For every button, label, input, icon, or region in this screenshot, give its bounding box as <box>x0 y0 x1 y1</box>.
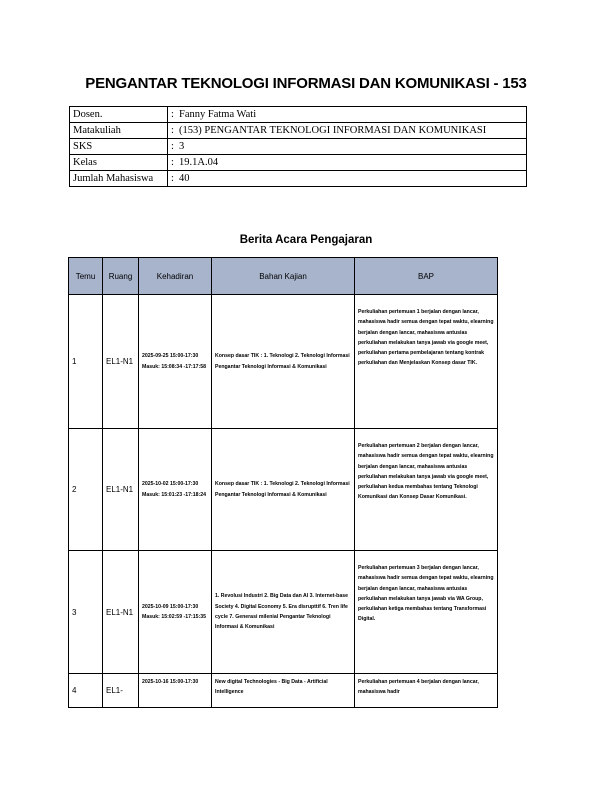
cell-temu: 1 <box>69 295 103 429</box>
cell-bahan-kajian: New digital Technologies - Big Data - Artificial Intelligence <box>212 674 355 708</box>
cell-bap: Perkuliahan pertemuan 1 berjalan dengan lancar, mahasiswa hadir semua dengan tepat waktu, elearning berjalan dengan lancar, mahasiswa antusias perkuliahan melakukan tanya jawab via google meet, perkuliahan pertama pembelajaran tentang kontrak perkuliahan dan Menjelaskan Konsep dasar TIK. <box>355 295 498 429</box>
cell-bap: Perkuliahan pertemuan 2 berjalan dengan lancar, mahasiswa hadir semua dengan tepat waktu, elearning berjalan dengan lancar, mahasiswa antusias perkuliahan melakukan tanya jawab via google meet, perkuliahan kedua membahas tentang Teknologi Komunikasi dan Konsep Dasar Komunikasi. <box>355 429 498 551</box>
table-row <box>69 295 498 429</box>
cell-kehadiran: 2025-10-09 15:00-17:30 Masuk: 15:02:59 -17:15:35 <box>139 551 212 674</box>
cell-kehadiran: 2025-10-16 15:00-17:30 <box>139 674 212 708</box>
info-label: Dosen. <box>70 107 168 123</box>
cell-bap: Perkuliahan pertemuan 3 berjalan dengan lancar, mahasiswa hadir semua dengan tepat waktu, elearning berjalan dengan lancar, mahasiswa antusias perkuliahan melakukan tanya jawab via WA Group, perkuliahan ketiga membahas tentang Transformasi Digital. <box>355 551 498 674</box>
info-label: Jumlah Mahasiswa <box>70 171 168 187</box>
info-value-dosen: Fanny Fatma Wati <box>179 109 257 120</box>
bap-table <box>68 257 498 708</box>
header-bahan-kajian: Bahan Kajian <box>212 258 355 295</box>
cell-temu: 4 <box>69 674 103 708</box>
cell-kehadiran: 2025-10-02 15:00-17:30 Masuk: 15:01:23 -17:18:24 <box>139 429 212 551</box>
cell-ruang: EL1- <box>103 674 139 708</box>
info-row-kelas: Kelas : 19.1A.04 <box>70 155 527 171</box>
header-kehadiran: Kehadiran <box>139 258 212 295</box>
info-row-matakuliah: Matakuliah : (153) PENGANTAR TEKNOLOGI INFORMASI DAN KOMUNIKASI <box>70 123 527 139</box>
table-row <box>69 551 498 674</box>
info-value-kelas: 19.1A.04 <box>179 157 219 168</box>
cell-ruang: EL1-N1 <box>103 551 139 674</box>
cell-temu: 2 <box>69 429 103 551</box>
section-title: Berita Acara Pengajaran <box>239 234 373 246</box>
info-label: Kelas <box>70 155 168 171</box>
table-row <box>69 429 498 551</box>
info-row-dosen: Dosen. : Fanny Fatma Wati <box>70 107 527 123</box>
info-value-matakuliah: (153) PENGANTAR TEKNOLOGI INFORMASI DAN KOMUNIKASI <box>179 125 487 136</box>
cell-bahan-kajian: Konsep dasar TIK : 1. Teknologi 2. Teknologi Informasi Pengantar Teknologi Informasi & Komunikasi <box>212 295 355 429</box>
cell-bap: Perkuliahan pertemuan 4 berjalan dengan lancar, mahasiswa hadir <box>355 674 498 708</box>
info-value-jumlah-mahasiswa: 40 <box>179 173 190 184</box>
info-row-jumlah-mahasiswa: Jumlah Mahasiswa : 40 <box>70 171 527 187</box>
header-temu: Temu <box>69 258 103 295</box>
header-ruang: Ruang <box>103 258 139 295</box>
info-value-sks: 3 <box>179 141 185 152</box>
table-row <box>69 674 498 708</box>
header-bap: BAP <box>355 258 498 295</box>
info-label: SKS <box>70 139 168 155</box>
course-info-table <box>69 106 527 187</box>
cell-ruang: EL1-N1 <box>103 429 139 551</box>
cell-temu: 3 <box>69 551 103 674</box>
cell-kehadiran: 2025-09-25 15:00-17:30 Masuk: 15:08:34 -17:17:58 <box>139 295 212 429</box>
cell-bahan-kajian: Konsep dasar TIK : 1. Teknologi 2. Teknologi Informasi Pengantar Teknologi Informasi & Komunikasi <box>212 429 355 551</box>
page-title: PENGANTAR TEKNOLOGI INFORMASI DAN KOMUNIKASI - 153 <box>85 75 527 92</box>
cell-ruang: EL1-N1 <box>103 295 139 429</box>
table-header-row <box>69 258 498 295</box>
cell-bahan-kajian: 1. Revolusi Industri 2. Big Data dan AI 3. Internet-base Society 4. Digital Economy 5. Era disrupttif 6. Tren life cycle 7. Generasi milenial Pengantar Teknologi Informasi & Komunikasi <box>212 551 355 674</box>
info-label: Matakuliah <box>70 123 168 139</box>
info-row-sks: SKS : 3 <box>70 139 527 155</box>
